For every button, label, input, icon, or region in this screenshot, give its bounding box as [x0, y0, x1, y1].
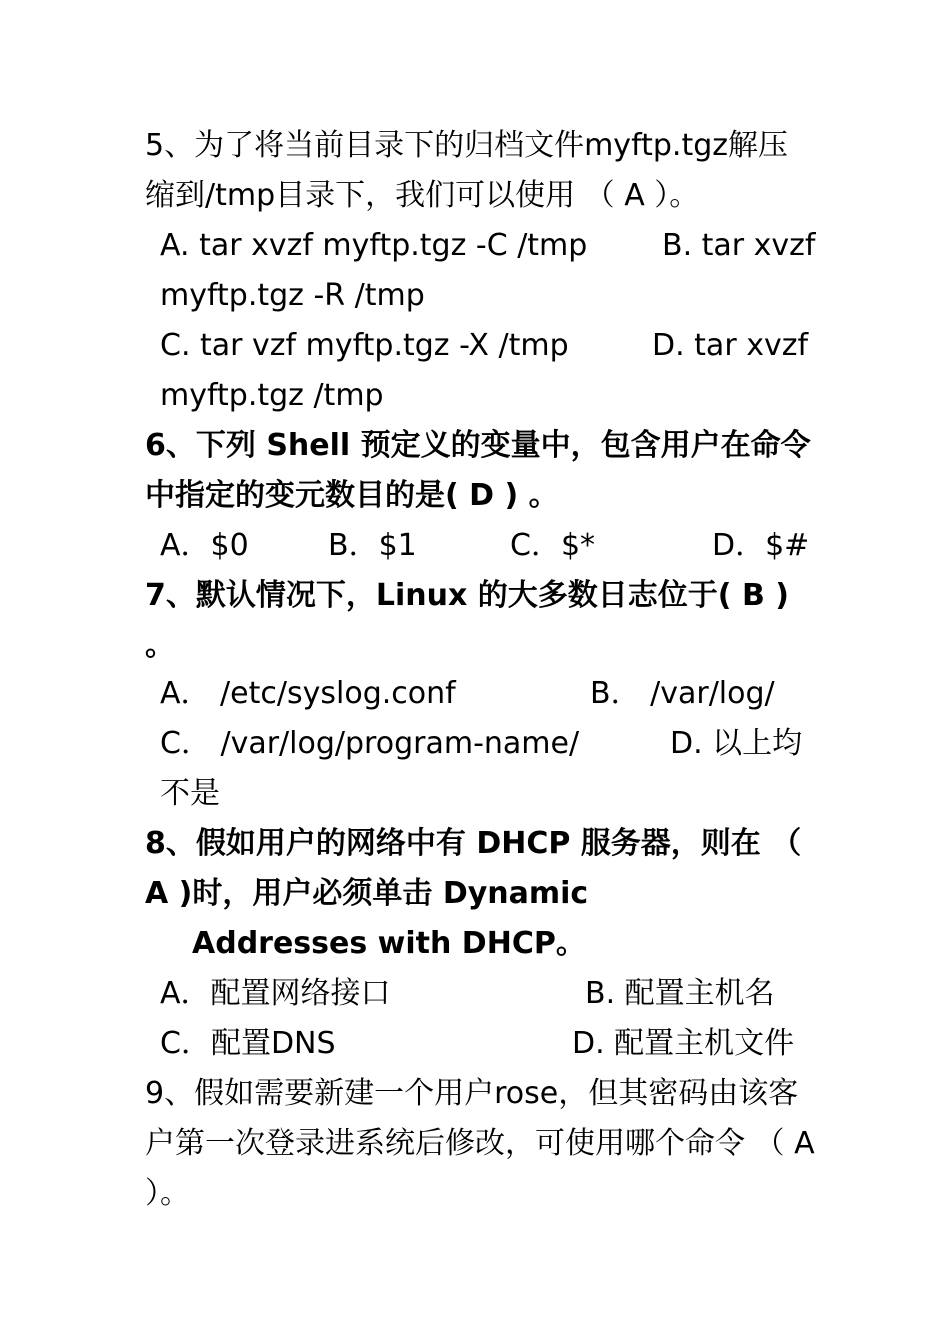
question-6-option-a: A．$0: [160, 528, 249, 563]
question-6-option-c: C．$*: [510, 528, 596, 563]
question-5-option-d-continued: myftp.tgz /tmp: [160, 378, 384, 413]
question-7-option-b: B． /var/log/: [590, 676, 775, 711]
question-9-line-3: ）。: [145, 1176, 190, 1211]
question-5-option-c: C. tar vzf myftp.tgz -X /tmp: [160, 328, 569, 363]
question-8-option-a: A．配置网络接口: [160, 976, 391, 1011]
question-6-option-d: D．$#: [712, 528, 810, 563]
question-8-line-2: A )时，用户必须单击 Dynamic: [145, 876, 589, 911]
question-8-option-c: C．配置DNS: [160, 1026, 336, 1061]
question-7-option-c: C． /var/log/program-name/: [160, 726, 580, 761]
question-8-option-d: D. 配置主机文件: [572, 1026, 795, 1061]
question-5-option-d: D. tar xvzf: [652, 328, 809, 363]
question-7-line-2: 。: [145, 628, 175, 663]
question-8-option-b: B. 配置主机名: [585, 976, 775, 1011]
question-5-option-a: A. tar xvzf myftp.tgz -C /tmp: [160, 228, 588, 263]
question-9-line-1: 9、假如需要新建一个用户rose，但其密码由该客: [145, 1076, 799, 1111]
question-7-option-a: A． /etc/syslog.conf: [160, 676, 456, 711]
question-5-option-b-continued: myftp.tgz -R /tmp: [160, 278, 425, 313]
question-5-line-1: 5、为了将当前目录下的归档文件myftp.tgz解压: [145, 128, 788, 163]
question-6-line-2: 中指定的变元数目的是( D ) 。: [145, 478, 559, 513]
question-8-line-3: Addresses with DHCP。: [192, 926, 586, 961]
question-6-line-1: 6、下列 Shell 预定义的变量中，包含用户在命令: [145, 428, 811, 463]
question-7-option-d-continued: 不是: [160, 776, 220, 811]
question-5-line-2: 缩到/tmp目录下，我们可以使用 （ A ）。: [145, 178, 700, 213]
question-9-line-2: 户第一次登录进系统后修改，可使用哪个命令 （ A: [145, 1126, 815, 1161]
question-8-line-1: 8、假如用户的网络中有 DHCP 服务器，则在 （: [145, 826, 802, 861]
question-7-line-1: 7、默认情况下，Linux 的大多数日志位于( B ): [145, 578, 789, 613]
question-7-option-d: D. 以上均: [670, 726, 803, 761]
question-6-option-b: B．$1: [328, 528, 417, 563]
question-5-option-b: B. tar xvzf: [662, 228, 816, 263]
